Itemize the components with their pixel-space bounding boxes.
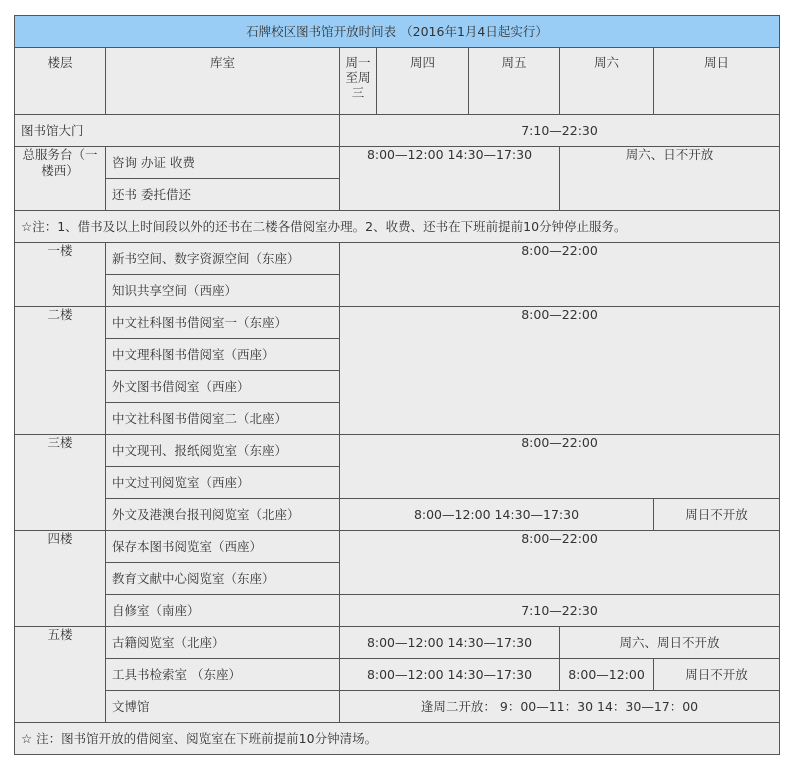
floor-label: 五楼 — [15, 627, 106, 723]
floor1-hours: 8:00—22:00 — [340, 243, 780, 307]
header-thu: 周四 — [377, 48, 469, 115]
floor3-hours: 8:00—22:00 — [340, 435, 780, 499]
service-desk-weekend: 周六、日不开放 — [560, 147, 780, 211]
room-cell: 外文图书借阅室（西座） — [106, 371, 340, 403]
note-service: ☆注：1、借书及以上时间段以外的还书在二楼各借阅室办理。2、收费、还书在下班前提前10分钟停止服务。 — [15, 211, 780, 243]
room-cell: 古籍阅览室（北座） — [106, 627, 340, 659]
header-row — [15, 48, 780, 115]
room-cell: 文博馆 — [106, 691, 340, 723]
table-row — [15, 691, 780, 723]
header-sat: 周六 — [560, 48, 654, 115]
room-cell: 还书 委托借还 — [106, 179, 340, 211]
room-cell: 咨询 办证 收费 — [106, 147, 340, 179]
study-room-hours: 7:10—22:30 — [340, 595, 780, 627]
header-mon-wed: 周一至周三 — [340, 48, 377, 115]
floor3-periodicals-hours: 8:00—12:00 14:30—17:30 — [340, 499, 654, 531]
floor-label: 一楼 — [15, 243, 106, 307]
table-row — [15, 531, 780, 563]
table-row — [15, 659, 780, 691]
room-cell: 中文现刊、报纸阅览室（东座） — [106, 435, 340, 467]
floor-label: 四楼 — [15, 531, 106, 627]
note-closing: ☆ 注：图书馆开放的借阅室、阅览室在下班前提前10分钟清场。 — [15, 723, 780, 755]
room-cell: 工具书检索室 （东座） — [106, 659, 340, 691]
floor-label: 二楼 — [15, 307, 106, 435]
ancient-books-weekend: 周六、周日不开放 — [560, 627, 780, 659]
table-row — [15, 435, 780, 467]
table-row — [15, 115, 780, 147]
room-cell: 新书空间、数字资源空间（东座） — [106, 243, 340, 275]
floor4-hours: 8:00—22:00 — [340, 531, 780, 595]
service-desk-floor: 总服务台（一楼西） — [15, 147, 106, 211]
gate-label: 图书馆大门 — [15, 115, 340, 147]
reference-room-sunday: 周日不开放 — [654, 659, 780, 691]
floor3-periodicals-sunday: 周日不开放 — [654, 499, 780, 531]
reference-room-saturday: 8:00—12:00 — [560, 659, 654, 691]
room-cell: 自修室（南座） — [106, 595, 340, 627]
table-row — [15, 243, 780, 275]
table-title: 石牌校区图书馆开放时间表 （2016年1月4日起实行） — [15, 16, 780, 48]
table-row — [15, 211, 780, 243]
header-floor: 楼层 — [15, 48, 106, 115]
floor2-hours: 8:00—22:00 — [340, 307, 780, 435]
table-row — [15, 723, 780, 755]
table-row — [15, 627, 780, 659]
room-cell: 中文理科图书借阅室（西座） — [106, 339, 340, 371]
reference-room-hours: 8:00—12:00 14:30—17:30 — [340, 659, 560, 691]
table-row — [15, 307, 780, 339]
floor-label: 三楼 — [15, 435, 106, 531]
table-row — [15, 595, 780, 627]
room-cell: 知识共享空间（西座） — [106, 275, 340, 307]
service-desk-hours: 8:00—12:00 14:30—17:30 — [340, 147, 560, 211]
room-cell: 中文社科图书借阅室一（东座） — [106, 307, 340, 339]
table-row — [15, 499, 780, 531]
library-hours-table — [14, 15, 780, 755]
room-cell: 外文及港澳台报刊阅览室（北座） — [106, 499, 340, 531]
room-cell: 保存本图书阅览室（西座） — [106, 531, 340, 563]
room-cell: 中文过刊阅览室（西座） — [106, 467, 340, 499]
table-row — [15, 147, 780, 179]
header-room: 库室 — [106, 48, 340, 115]
museum-hours: 逢周二开放： 9：00—11：30 14：30—17：00 — [340, 691, 780, 723]
room-cell: 中文社科图书借阅室二（北座） — [106, 403, 340, 435]
header-sun: 周日 — [654, 48, 780, 115]
gate-hours: 7:10—22:30 — [340, 115, 780, 147]
header-fri: 周五 — [469, 48, 560, 115]
ancient-books-hours: 8:00—12:00 14:30—17:30 — [340, 627, 560, 659]
room-cell: 教育文献中心阅览室（东座） — [106, 563, 340, 595]
